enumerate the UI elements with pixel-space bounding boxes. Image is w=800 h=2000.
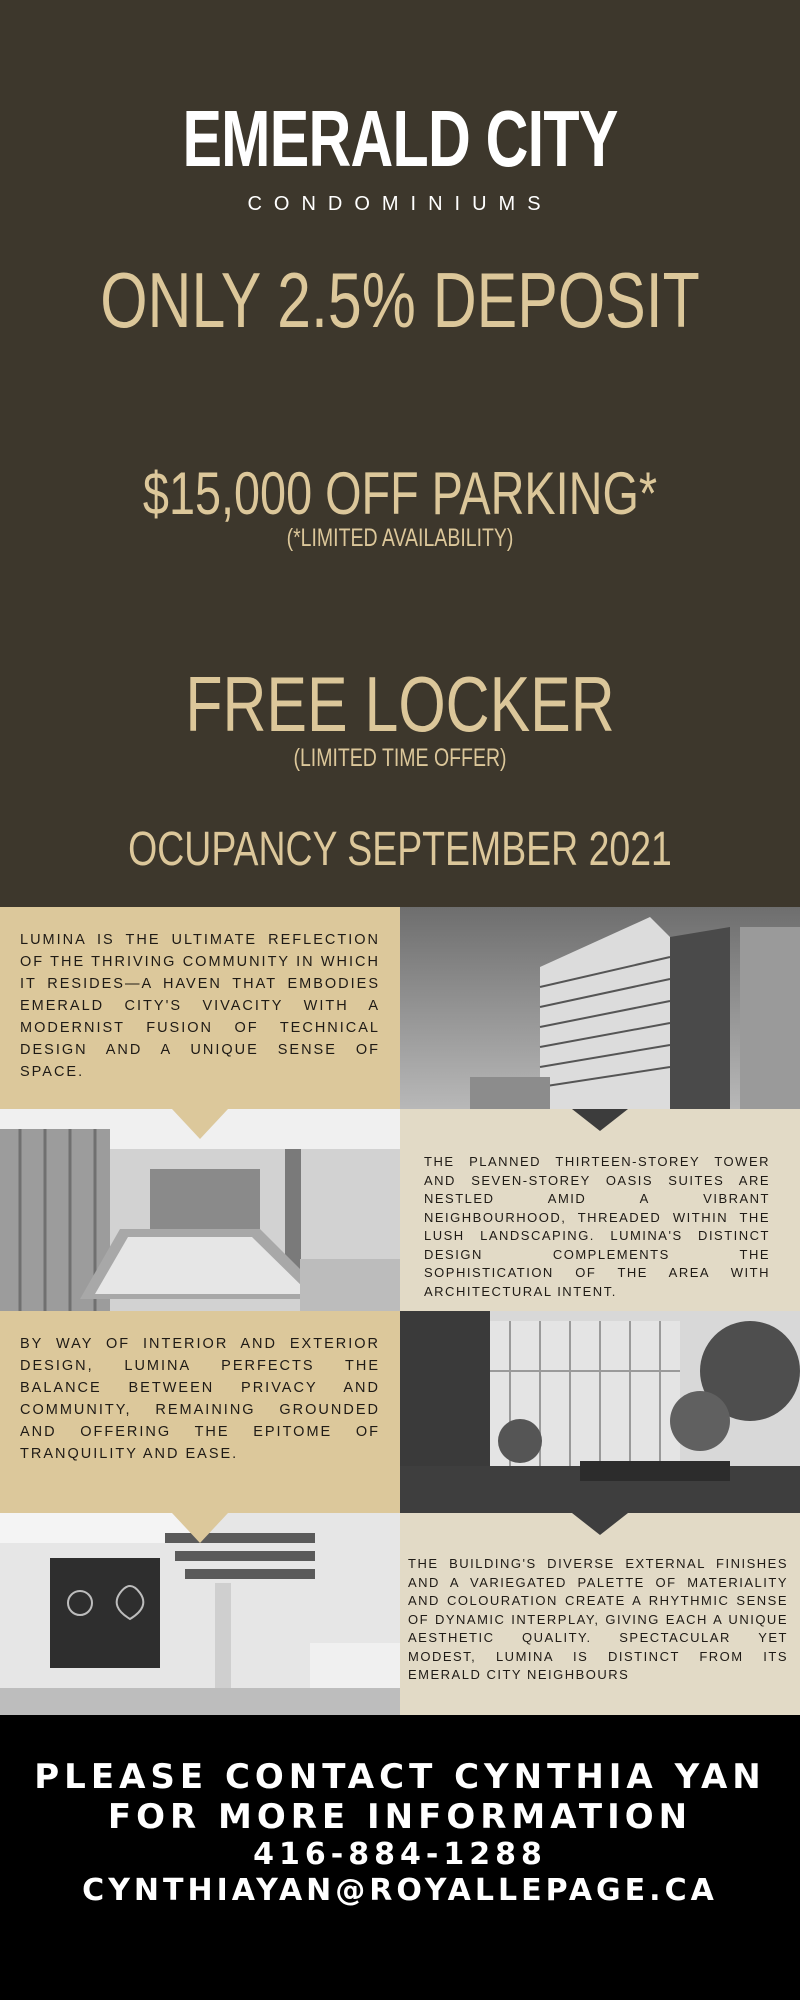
feature-block-2 xyxy=(400,1109,800,1311)
pointer-notch xyxy=(172,1109,228,1139)
contact-email[interactable]: CYNTHIAYAN@ROYALLEPAGE.CA xyxy=(82,1873,718,1908)
contact-heading: PLEASE CONTACT CYNTHIA YAN xyxy=(34,1757,766,1797)
courtyard-image xyxy=(400,1311,800,1513)
deposit-offer: ONLY 2.5% DEPOSIT xyxy=(100,256,700,344)
pointer-notch xyxy=(172,1513,228,1543)
hero-section xyxy=(0,0,800,907)
feature-text-4: THE BUILDING'S DIVERSE EXTERNAL FINISHES AND A VARIEGATED PALETTE OF MATERIALITY AND COLOURATION CREATE A RHYTHMIC SENSE OF DYNAMIC INTERPLAY, GIVING EACH A UNIQUE AESTHETIC QUALITY. SPECTACULAR YET MODEST, LUMINA IS DISTINCT FROM ITS EMERALD CITY NEIGHBOURS xyxy=(408,1556,788,1682)
locker-offer: FREE LOCKER xyxy=(185,660,615,748)
occupancy-date: OCUPANCY SEPTEMBER 2021 xyxy=(128,823,672,876)
feature-text-3: BY WAY OF INTERIOR AND EXTERIOR DESIGN, LUMINA PERFECTS THE BALANCE BETWEEN PRIVACY AND COMMUNITY, REMAINING GROUNDED AND OFFERING THE EPITOME OF TRANQUILITY AND EASE. xyxy=(20,1336,380,1462)
contact-footer xyxy=(0,1715,800,2000)
brand-subtitle: CONDOMINIUMS xyxy=(247,193,553,215)
parking-offer: $15,000 OFF PARKING* xyxy=(142,460,658,527)
feature-block-4 xyxy=(400,1513,800,1715)
lounge-interior-image xyxy=(0,1513,400,1715)
tower-exterior-image xyxy=(400,907,800,1109)
contact-subheading: FOR MORE INFORMATION xyxy=(107,1797,693,1837)
pointer-notch xyxy=(572,1513,628,1535)
pointer-notch xyxy=(572,1109,628,1131)
feature-block-3 xyxy=(0,1311,400,1513)
indoor-pool-image xyxy=(0,1109,400,1311)
feature-text-1: LUMINA IS THE ULTIMATE REFLECTION OF THE THRIVING COMMUNITY IN WHICH IT RESIDES—A HAVEN THAT EMBODIES EMERALD CITY'S VIVACITY WITH A MODERNIST FUSION OF TECHNICAL DESIGN AND A UNIQUE SENSE OF SPACE. xyxy=(20,932,380,1080)
feature-block-1 xyxy=(0,907,400,1109)
brand-title: EMERALD CITY xyxy=(182,94,618,183)
locker-note: (LIMITED TIME OFFER) xyxy=(293,744,507,772)
feature-text-2: THE PLANNED THIRTEEN-STOREY TOWER AND SEVEN-STOREY OASIS SUITES ARE NESTLED AMID A VIBRANT NEIGHBOURHOOD, THREADED WITHIN THE LUSH LANDSCAPING. LUMINA'S DISTINCT DESIGN COMPLEMENTS THE SOPHISTICATION OF THE AREA WITH ARCHITECTURAL INTENT. xyxy=(424,1154,770,1299)
parking-note: (*LIMITED AVAILABILITY) xyxy=(286,524,514,552)
contact-phone[interactable]: 416-884-1288 xyxy=(253,1837,547,1872)
